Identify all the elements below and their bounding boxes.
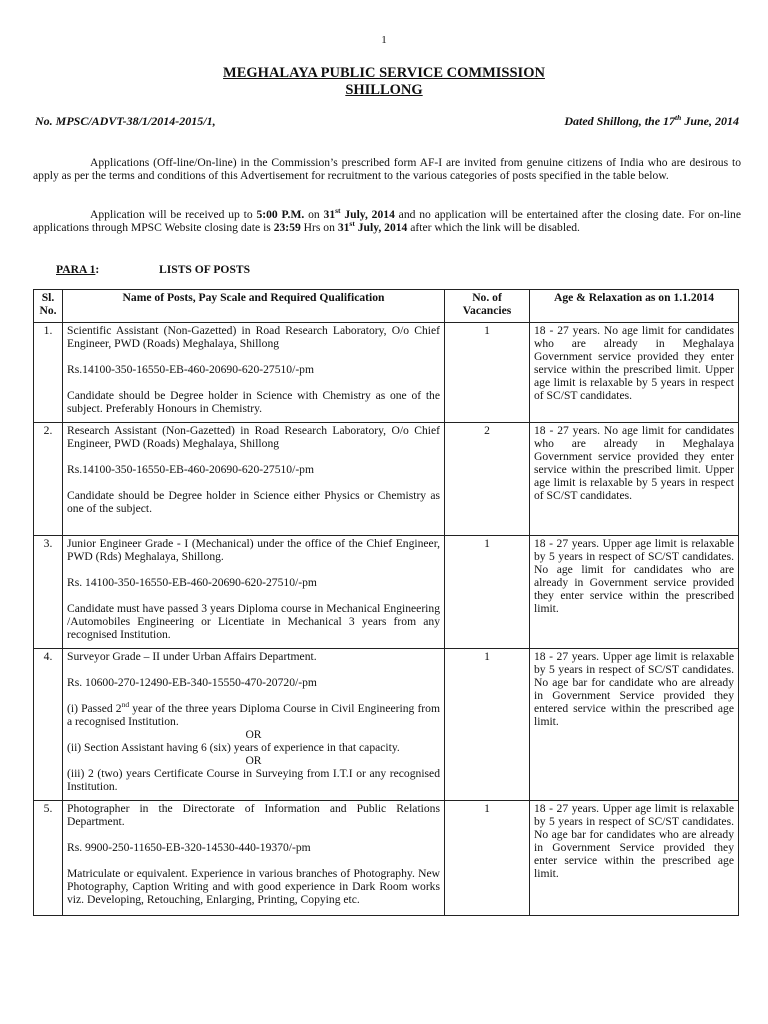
post-name: Research Assistant (Non-Gazetted) in Road Research Laboratory, O/o Chief Engineer, PWD (Roads) Meghalaya, Shillong [67,424,440,450]
pay-scale: Rs.14100-350-16550-EB-460-20690-620-27510/-pm [67,463,314,476]
row-sl: 5. [34,801,63,916]
row-age: 18 - 27 years. Upper age limit is relaxable by 5 years in respect of SC/ST candidates. No age limit for candidates who are already in Government service provided they enter service within the prescribed limit. [530,536,739,649]
table-row [34,423,739,536]
qualification: Candidate should be Degree holder in Science either Physics or Chemistry as one of the subject. [67,489,440,515]
pay-scale: Rs. 9900-250-11650-EB-320-14530-440-19370/-pm [67,841,311,854]
row-vacancies: 1 [445,801,530,916]
post-name: Surveyor Grade – II under Urban Affairs Department. [67,650,317,663]
or-separator: OR [245,754,262,767]
qualification: Candidate must have passed 3 years Diploma course in Mechanical Engineering /Automobiles Engineering or Licentiate in Mechanical 3 years from any recognised Institution. [67,602,440,641]
table-row [34,649,739,801]
row-vacancies: 1 [445,323,530,423]
row-vacancies: 1 [445,536,530,649]
table-row [34,536,739,649]
post-name: Scientific Assistant (Non-Gazetted) in Road Research Laboratory, O/o Chief Engineer, PWD (Roads) Meghalaya, Shillong [67,324,440,350]
row-post-details [63,801,445,916]
or-separator: OR [245,728,262,741]
qualification: Matriculate or equivalent. Experience in various branches of Photography. New Photography, Caption Writing and with good experience in Dark Room works viz. Developing, Retouching, Enlarging, Printing, Copying etc. [67,867,440,906]
qualification-option-3: (iii) 2 (two) years Certificate Course in Surveying from I.T.I or any recognised Institution. [67,767,440,793]
row-post-details [63,649,445,801]
para1-title: LISTS OF POSTS [159,263,251,276]
intro-paragraph-1: Applications (Off-line/On-line) in the Commission’s prescribed form AF-I are invited from genuine citizens of India who are desirous to apply as per the terms and conditions of this Advertisement for recruitment to the various categories of posts specified in the table below. [33,156,741,182]
qualification-option-1: (i) Passed 2nd year of the three years Diploma Course in Civil Engineering from a recognised Institution. [67,700,440,728]
row-age: 18 - 27 years. No age limit for candidates who are already in Meghalaya Government service provided they enter service within the prescribed limit. Upper age limit is relaxable by 5 years in respect of SC/ST candidates. [530,323,739,423]
header-vacancies: No. of Vacancies [445,290,530,323]
row-age: 18 - 27 years. Upper age limit is relaxable by 5 years in respect of SC/ST candidates. No age bar for candidates who are already in Government Service provided they enter service within the prescribed age limit. [530,801,739,916]
row-vacancies: 1 [445,649,530,801]
intro-paragraph-2: Application will be received up to 5:00 P.M. on 31st July, 2014 and no application will be entertained after the closing date. For on-line applications through MPSC Website closing date is 23:59 Hrs on 31st July, 2014 after which the link will be disabled. [33,206,741,234]
advertisement-number: No. MPSC/ADVT-38/1/2014-2015/1, [35,114,216,128]
header-post-name: Name of Posts, Pay Scale and Required Qualification [63,290,445,323]
header-age-relaxation: Age & Relaxation as on 1.1.2014 [530,290,739,323]
qualification-option-2: (ii) Section Assistant having 6 (six) years of experience in that capacity. [67,741,400,754]
advertisement-date: Dated Shillong, the 17th June, 2014 [564,113,739,128]
table-row [34,323,739,423]
row-post-details [63,423,445,536]
row-post-details [63,536,445,649]
para1-heading: PARA 1: LISTS OF POSTS [56,263,251,276]
commission-city: SHILLONG [345,82,423,98]
row-age: 18 - 27 years. Upper age limit is relaxable by 5 years in respect of SC/ST candidates. No age bar for candidate who are already in Government Service provided they entered service within the prescribed age limit. [530,649,739,801]
table-row [34,801,739,916]
pay-scale: Rs. 14100-350-16550-EB-460-20690-620-27510/-pm [67,576,317,589]
commission-title: MEGHALAYA PUBLIC SERVICE COMMISSION [223,65,545,81]
row-sl: 2. [34,423,63,536]
reference-line [35,115,739,128]
row-sl: 3. [34,536,63,649]
post-name: Photographer in the Directorate of Information and Public Relations Department. [67,802,440,828]
post-name: Junior Engineer Grade - I (Mechanical) under the office of the Chief Engineer, PWD (Rds) Meghalaya, Shillong. [67,537,440,563]
qualification: Candidate should be Degree holder in Science with Chemistry as one of the subject. Preferably Honours in Chemistry. [67,389,440,415]
header-sl-no: Sl. No. [34,290,63,323]
pay-scale: Rs.14100-350-16550-EB-460-20690-620-27510/-pm [67,363,314,376]
row-vacancies: 2 [445,423,530,536]
row-age: 18 - 27 years. No age limit for candidates who are already in Meghalaya Government service provided they enter service within the prescribed limit. Upper age limit is relaxable by 5 years in respect of SC/ST candidates. [530,423,739,536]
pay-scale: Rs. 10600-270-12490-EB-340-15550-470-20720/-pm [67,676,317,689]
posts-table [33,289,739,916]
page-number: 1 [381,34,387,46]
row-sl: 4. [34,649,63,801]
table-header-row [34,290,739,323]
row-post-details [63,323,445,423]
row-sl: 1. [34,323,63,423]
